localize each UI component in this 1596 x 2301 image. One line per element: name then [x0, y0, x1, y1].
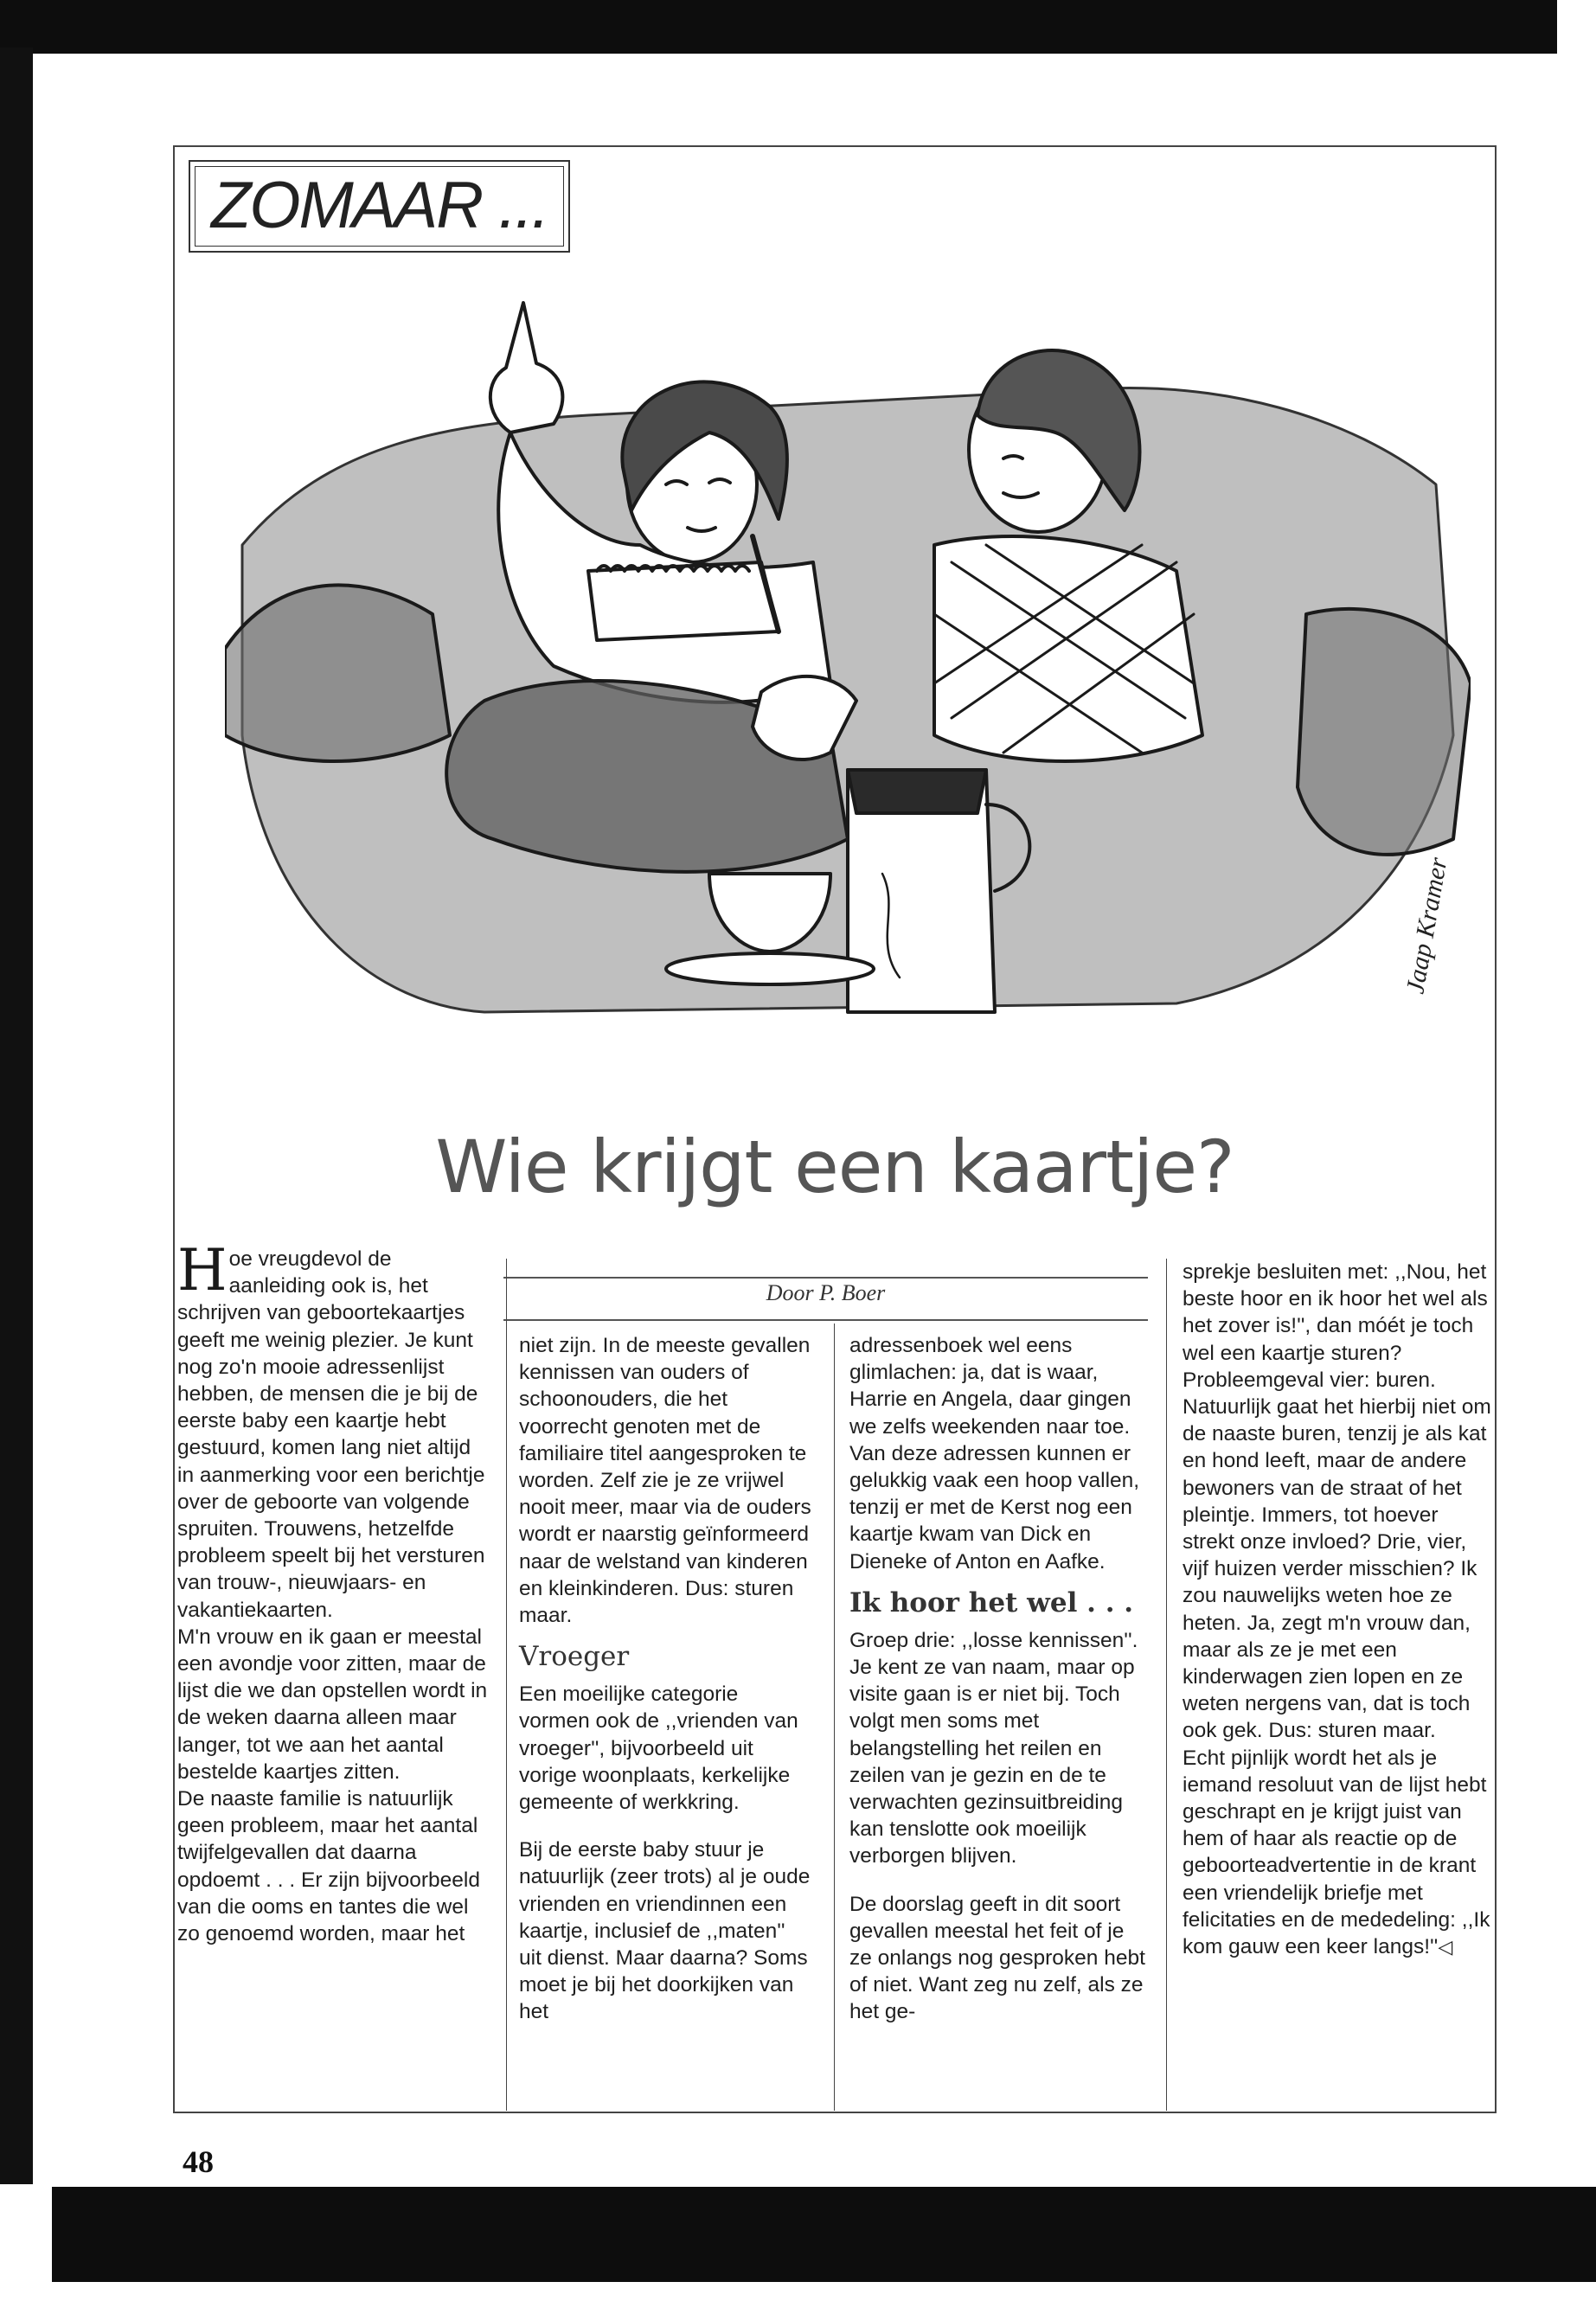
man-vest — [934, 536, 1202, 761]
scan-border-left — [0, 48, 33, 2184]
section-label: ZOMAAR ... — [195, 166, 564, 247]
paragraph: De naaste familie is natuurlijk geen probleem, maar het aantal twijfelgevallen dat daarna opdoemt . . . Er zijn bijvoorbeeld van die ooms en tantes die wel zo genoemd worden, maar het — [177, 1787, 480, 1946]
section-label-box — [189, 160, 570, 253]
paragraph: Bij de eerste baby stuur je natuurlijk (zeer trots) al je oude vrienden en vriendinnen een kaartje, inclusief de ,,maten'' uit dienst. Maar daarna? Soms moet je bij het doorkijken van het — [519, 1838, 811, 2024]
article-column-4 — [1183, 1259, 1494, 1960]
paragraph: Een moeilijke categorie vormen ook de ,,vrienden van vroeger'', bijvoorbeeld uit vorige woonplaats, kerkelijke gemeente of werkkring. — [519, 1682, 798, 1815]
drop-cap: H — [177, 1237, 228, 1304]
column-divider-3 — [1166, 1259, 1167, 2111]
paragraph: Echt pijnlijk wordt het als je iemand resoluut van de lijst hebt geschrapt en je krijgt juist van hem of haar als reactie op de geboorteadvertentie in de krant een vriendelijk briefje met felicitaties en de mededeling: ,,Ik kom gauw een keer langs!''◁ — [1183, 1746, 1490, 1959]
article-title: Wie krijgt een kaartje? — [435, 1125, 1234, 1209]
article-column-2 — [519, 1332, 813, 2026]
sofa-cushion-right — [1298, 609, 1471, 855]
subheading: Ik hoor het wel . . . — [849, 1586, 1134, 1618]
woman-raised-hand — [490, 303, 563, 433]
sofa-cushion-left — [225, 585, 450, 761]
paragraph: Hoe vreugdevol de aanleiding ook is, het schrijven van geboortekaartjes geeft me weinig plezier. Je kunt nog zo'n mooie adressenlijst hebben, de mensen die je bij de eerste baby een kaartje hebt gestuurd, komen lang niet altijd in aanmerking voor een berichtje over de geboorte van volgende spruiten. Trouwens, hetzelfde probleem speelt bij het versturen van trouw-, nieuwjaars- en vakantiekaarten. — [177, 1237, 485, 1622]
byline-rule-bottom — [503, 1319, 1148, 1321]
byline-rule-top — [503, 1277, 1148, 1279]
article-column-3 — [849, 1332, 1148, 2026]
notepad — [588, 562, 779, 640]
illustration-couple-on-sofa — [225, 285, 1471, 1055]
paragraph: sprekje besluiten met: ,,Nou, het beste hoor en ik hoor het wel als het zover is!'', dan móét je toch wel een kaartje sturen? — [1183, 1260, 1488, 1365]
paragraph: Groep drie: ,,losse kennissen''. Je kent ze van naam, maar op visite gaan is er niet bij. Toch volgt men soms met belangstelling het reilen en zeilen van je gezin en de te verwachten gezinsuitbreiding kan tenslotte ook moeilijk verborgen blijven. — [849, 1628, 1138, 1868]
scan-border-bottom — [52, 2187, 1596, 2282]
byline: Door P. Boer — [766, 1280, 886, 1305]
paragraph: Probleemgeval vier: buren. Natuurlijk gaat het hierbij niet om de naaste buren, tenzij je als kat en hond leeft, maar de andere bewoners van de straat of het pleintje. Immers, tot hoever strekt onze invloed? Drie, vier, vijf huizen verder misschien? Ik zou nauwelijks weten hoe ze heten. Ja, zegt m'n vrouw dan, maar als ze je met een kinderwagen zien lopen en ze weten nergens van, dat is toch ook gek. Dus: sturen maar. — [1183, 1368, 1491, 1743]
paragraph: De doorslag geeft in dit soort gevallen meestal het feit of je ze onlangs nog gesproken hebt of niet. Want zeg nu zelf, als ze het ge- — [849, 1892, 1145, 2024]
scan-border-top — [0, 0, 1557, 54]
column-divider-1 — [506, 1259, 507, 2111]
saucer — [666, 953, 874, 984]
paragraph: adressenboek wel eens glimlachen: ja, dat is waar, Harrie en Angela, daar gingen we zelfs weekenden naar toe. Van deze adressen kunnen er gelukkig vaak een hoop vallen, tenzij er met de Kerst nog een kaartje kwam van Dick en Dieneke of Anton en Aafke. — [849, 1334, 1140, 1574]
column-divider-2 — [834, 1324, 835, 2111]
page-number: 48 — [183, 2144, 214, 2179]
paragraph: niet zijn. In de meeste gevallen kennissen van ouders of schoonouders, die het voorrecht genoten met de familiaire titel aangesproken te worden. Zelf zie je ze vrijwel nooit meer, maar via de ouders wordt er naarstig geïnformeerd naar de welstand van kinderen en kleinkinderen. Dus: sturen maar. — [519, 1334, 811, 1628]
end-mark-icon: ◁ — [1438, 1936, 1453, 1958]
paragraph: M'n vrouw en ik gaan er meestal een avondje voor zitten, maar de lijst die we dan opstellen wordt in de weken daarna alleen maar langer, tot we aan het aantal bestelde kaartjes zitten. — [177, 1625, 488, 1784]
illustrator-signature: Jaap Kramer — [1401, 855, 1453, 997]
article-column-1 — [177, 1237, 489, 1947]
subheading: Vroeger — [519, 1641, 630, 1673]
